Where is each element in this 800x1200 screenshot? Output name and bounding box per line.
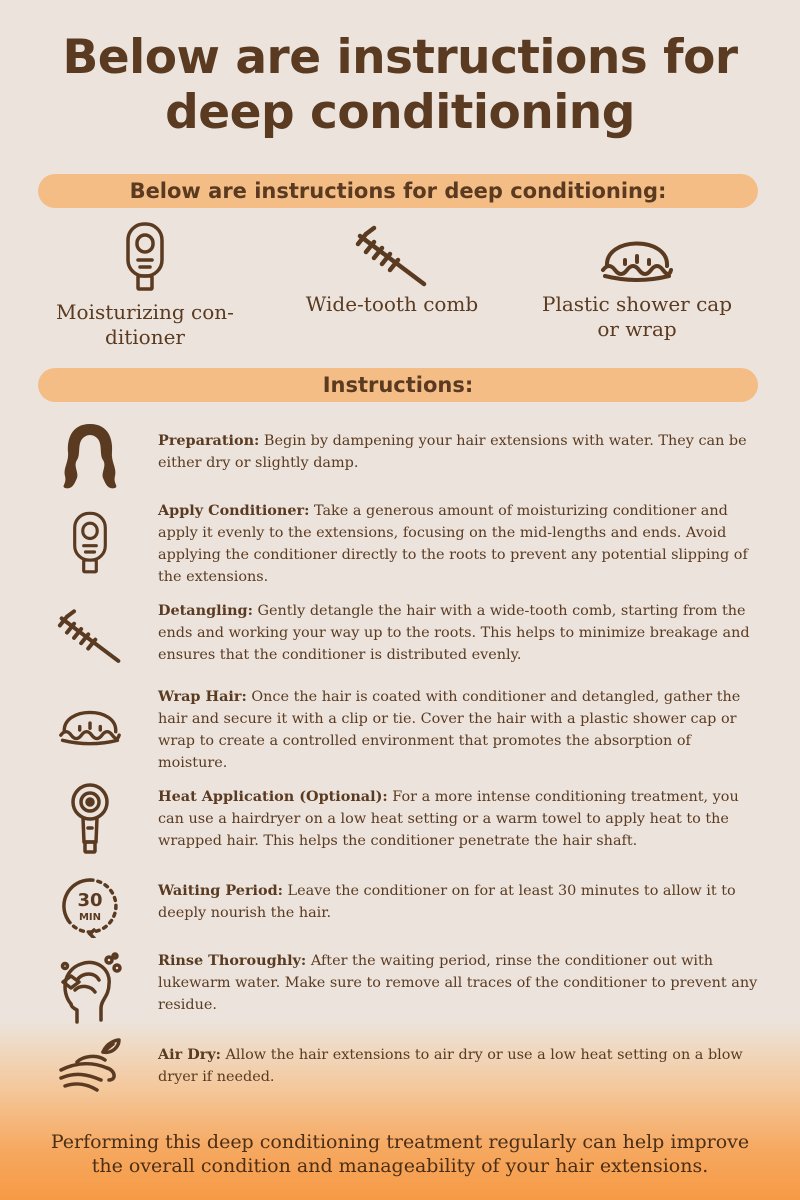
footer-note — [20, 1130, 780, 1178]
step-apply-conditioner — [158, 500, 758, 588]
step-title: Waiting Period: — [158, 882, 283, 899]
wide-tooth-comb-icon — [53, 606, 127, 668]
step-description: Leave the conditioner on for at least 30 minutes to allow it to deeply nourish the hair. — [158, 883, 736, 921]
step-air-dry — [158, 1044, 758, 1088]
step-title: Air Dry: — [158, 1046, 221, 1063]
step-wrap-hair — [158, 686, 758, 774]
step-icon-wrapper — [50, 1036, 130, 1096]
shower-cap-icon — [55, 694, 125, 754]
step-waiting-period — [158, 880, 758, 924]
step-description: After the waiting period, rinse the conditioner out with lukewarm water. Make sure to remove all traces of the conditioner to prevent any residue. — [158, 953, 758, 1013]
supply-item-conditioner — [30, 222, 260, 350]
step-description: Once the hair is coated with conditioner and detangled, gather the hair and secure it with a clip or tie. Cover the hair with a plastic shower cap or wrap to create a controlled environment that promotes the absorption of moisture. — [158, 689, 741, 771]
step-icon-wrapper — [50, 874, 130, 938]
supply-label — [277, 292, 507, 317]
step-title: Preparation: — [158, 432, 260, 449]
supply-item-shower-cap — [522, 222, 752, 342]
supply-label-line-1: Wide-tooth comb — [305, 292, 479, 316]
footer-line-1: Performing this deep conditioning treatment regularly can help improve — [50, 1131, 750, 1153]
supply-label — [30, 300, 260, 350]
supply-label-line-1: Moisturizing con- — [56, 300, 234, 324]
supply-label-line-2: ditioner — [105, 325, 185, 349]
step-description: Allow the hair extensions to air dry or use a low heat setting on a blow dryer if needed. — [158, 1047, 743, 1085]
page-title-line-2: deep conditioning — [165, 85, 635, 140]
step-title: Detangling: — [158, 602, 253, 619]
air-dry-wind-icon — [57, 1036, 123, 1096]
step-title: Wrap Hair: — [158, 688, 247, 705]
supply-label-line-1: Plastic shower cap — [541, 292, 733, 316]
instructions-heading: Instructions: — [38, 368, 758, 402]
hairdryer-icon — [68, 782, 112, 856]
step-description: Begin by dampening your hair extensions with water. They can be either dry or slightly damp. — [158, 433, 747, 471]
conditioner-bottle-icon — [72, 510, 108, 576]
conditioner-bottle-icon — [125, 222, 165, 292]
shower-cap-icon — [597, 222, 677, 292]
timer-number: 30 — [77, 890, 103, 911]
page-title — [0, 30, 800, 140]
step-title: Heat Application (Optional): — [158, 788, 388, 805]
step-icon-wrapper — [50, 694, 130, 754]
wide-tooth-comb-icon — [352, 222, 432, 292]
page-title-line-1: Below are instructions for — [62, 30, 738, 85]
step-rinse-thoroughly — [158, 950, 758, 1016]
step-title: Apply Conditioner: — [158, 502, 310, 519]
supply-item-comb — [277, 222, 507, 317]
step-description: Gently detangle the hair with a wide-tooth comb, starting from the ends and working your way up to the roots. This helps to minimize breakage and ensures that the conditioner is distributed evenly. — [158, 603, 750, 663]
step-title: Rinse Thoroughly: — [158, 952, 307, 969]
step-icon-wrapper — [50, 952, 130, 1024]
step-description: Take a generous amount of moisturizing conditioner and apply it evenly to the extensions, focusing on the mid-lengths and ends. Avoid applying the conditioner directly to the roots to prevent any potential slipping of the extensions. — [158, 503, 748, 585]
supply-label — [522, 292, 752, 342]
step-description: For a more intense conditioning treatment, you can use a hairdryer on a low heat setting or a warm towel to apply heat to the wrapped hair. This helps the conditioner penetrate the hair shaft. — [158, 789, 739, 849]
step-icon-wrapper — [50, 510, 130, 576]
hair-icon — [59, 422, 121, 490]
rinse-hair-icon — [57, 952, 123, 1024]
footer-line-2: the overall condition and manageability of your hair extensions. — [91, 1155, 709, 1177]
step-icon-wrapper — [50, 782, 130, 856]
timer-unit: MIN — [78, 912, 102, 923]
step-icon-wrapper — [50, 606, 130, 668]
supply-label-line-2: or wrap — [597, 317, 677, 341]
step-icon-wrapper — [50, 422, 130, 490]
supplies-heading: Below are instructions for deep conditioning: — [38, 174, 758, 208]
step-heat-application — [158, 786, 758, 852]
step-preparation — [158, 430, 758, 474]
step-detangling — [158, 600, 758, 666]
timer-30-min-icon — [58, 874, 122, 938]
